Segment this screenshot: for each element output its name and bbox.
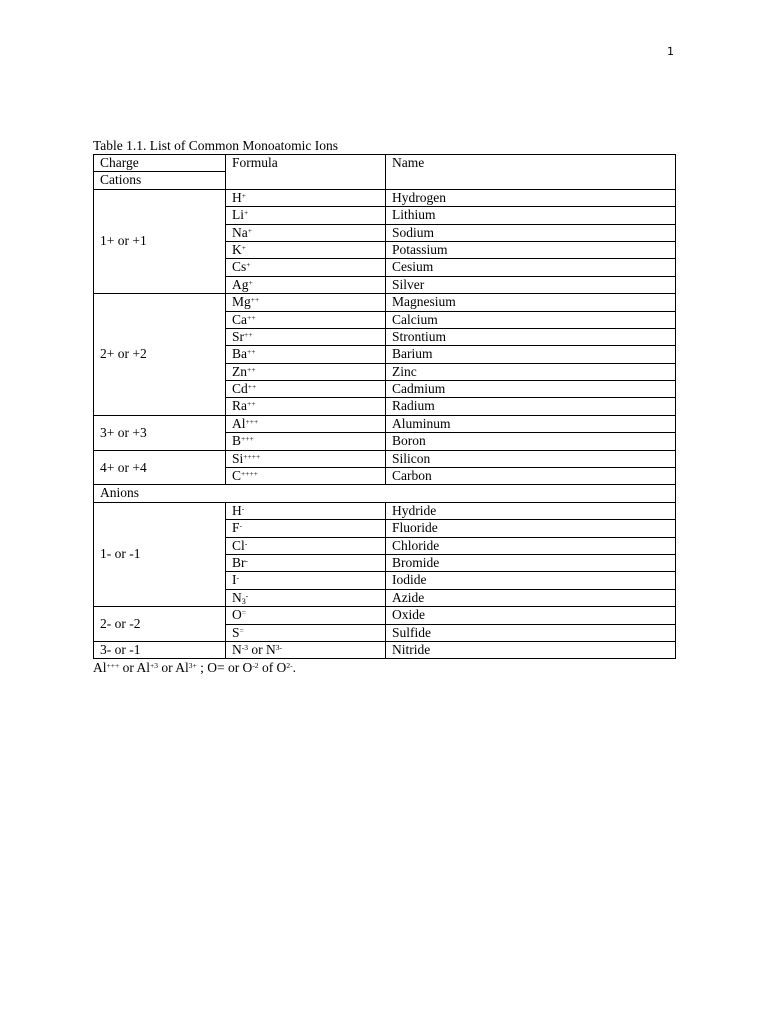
element-symbol: Cd xyxy=(232,381,248,397)
charge-superscript: -3 xyxy=(241,642,248,652)
element-symbol: S xyxy=(232,624,240,640)
charge-superscript: ++++ xyxy=(241,469,258,479)
charge-superscript: = xyxy=(241,608,246,618)
formula-cell xyxy=(226,328,386,345)
footnote-text: ; O= or O xyxy=(196,660,253,675)
element-symbol: Ba xyxy=(232,346,247,362)
ion-name-cell: Hydride xyxy=(386,502,676,519)
footnote-text: . xyxy=(292,660,296,675)
ion-row xyxy=(94,502,676,519)
charge-superscript: - xyxy=(241,503,245,513)
charge-superscript: + xyxy=(241,190,246,200)
ion-row xyxy=(94,415,676,432)
charge-superscript: ++ xyxy=(247,382,257,392)
charge-superscript: ++ xyxy=(247,312,256,322)
formula-subscript: 3 xyxy=(241,596,246,606)
element-symbol: Mg xyxy=(232,294,251,310)
element-symbol: N xyxy=(232,589,242,605)
ion-name-cell: Cesium xyxy=(386,259,676,276)
formula-cell xyxy=(226,259,386,276)
ion-name-cell: Chloride xyxy=(386,537,676,554)
element-symbol: N xyxy=(232,641,242,657)
charge-cell: 1+ or +1 xyxy=(94,189,226,293)
charge-superscript: ++++ xyxy=(243,451,261,461)
ion-name-cell: Strontium xyxy=(386,328,676,345)
charge-superscript: ++ xyxy=(247,364,256,374)
header-row xyxy=(94,155,676,172)
charge-superscript: +++ xyxy=(241,434,254,444)
charge-cell: 3+ or +3 xyxy=(94,415,226,450)
ion-name-cell: Bromide xyxy=(386,554,676,571)
element-symbol: Ca xyxy=(232,311,247,327)
footnote-sup: +3 xyxy=(149,661,158,670)
ion-row xyxy=(94,450,676,467)
charge-superscript: - xyxy=(239,521,243,531)
element-symbol: Si xyxy=(232,450,244,466)
element-symbol: Zn xyxy=(232,363,247,379)
section-row-anions xyxy=(94,485,676,502)
ion-row xyxy=(94,607,676,624)
charge-cell: 1- or -1 xyxy=(94,502,226,606)
formula-cell xyxy=(226,224,386,241)
ion-name-cell: Boron xyxy=(386,433,676,450)
footnote-text: Al xyxy=(93,660,107,675)
element-symbol: F xyxy=(232,520,240,536)
ions-table xyxy=(93,154,676,659)
footnote-sup: +++ xyxy=(106,661,120,670)
formula-cell xyxy=(226,502,386,519)
footnote-text: or Al xyxy=(119,660,150,675)
ion-name-cell: Zinc xyxy=(386,363,676,380)
section-label-anions: Anions xyxy=(94,485,676,502)
ion-name-cell: Carbon xyxy=(386,468,676,485)
ion-name-cell: Potassium xyxy=(386,241,676,258)
charge-superscript: ++ xyxy=(250,295,260,305)
formula-cell xyxy=(226,189,386,206)
element-symbol: Ag xyxy=(232,276,249,292)
charge-superscript: ++ xyxy=(244,329,253,339)
formula-cell xyxy=(226,624,386,641)
formula-cell xyxy=(226,537,386,554)
footnote-text: of O xyxy=(258,660,287,675)
ion-name-cell: Aluminum xyxy=(386,415,676,432)
element-symbol: O xyxy=(232,607,242,623)
element-symbol: Cs xyxy=(232,259,247,275)
charge-superscript: - xyxy=(236,573,239,583)
ion-name-cell: Hydrogen xyxy=(386,189,676,206)
ion-row xyxy=(94,189,676,206)
ion-row xyxy=(94,641,676,658)
ion-name-cell: Iodide xyxy=(386,572,676,589)
charge-cell: 3- or -1 xyxy=(94,641,226,658)
formula-cell xyxy=(226,433,386,450)
element-symbol: I xyxy=(232,572,237,588)
footnote-sup: -2 xyxy=(252,661,259,670)
ion-name-cell: Lithium xyxy=(386,207,676,224)
charge-cell: 2- or -2 xyxy=(94,607,226,642)
ion-name-cell: Sulfide xyxy=(386,624,676,641)
footnote-sup: 3+ xyxy=(188,661,197,670)
element-symbol: C xyxy=(232,468,242,484)
charge-superscript: - xyxy=(244,538,248,548)
ion-name-cell: Cadmium xyxy=(386,381,676,398)
footnote xyxy=(93,660,296,676)
ion-name-cell: Fluoride xyxy=(386,520,676,537)
formula-cell xyxy=(226,381,386,398)
formula-cell xyxy=(226,468,386,485)
element-symbol: B xyxy=(232,433,242,449)
formula-cell xyxy=(226,276,386,293)
formula-cell xyxy=(226,398,386,415)
element-symbol: Sr xyxy=(232,328,245,344)
formula-cell xyxy=(226,572,386,589)
formula-cell xyxy=(226,554,386,571)
ion-row xyxy=(94,294,676,311)
formula-cell xyxy=(226,641,386,658)
page-number: 1 xyxy=(667,45,674,58)
element-symbol: Cl xyxy=(232,537,245,553)
charge-superscript: +++ xyxy=(245,416,259,426)
formula-cell xyxy=(226,415,386,432)
formula-cell xyxy=(226,207,386,224)
formula-cell xyxy=(226,294,386,311)
ion-name-cell: Sodium xyxy=(386,224,676,241)
ion-name-cell: Calcium xyxy=(386,311,676,328)
formula-cell xyxy=(226,450,386,467)
ion-name-cell: Nitride xyxy=(386,641,676,658)
charge-superscript: + xyxy=(247,225,252,235)
ion-name-cell: Radium xyxy=(386,398,676,415)
ion-name-cell: Silicon xyxy=(386,450,676,467)
element-symbol: Al xyxy=(232,415,246,431)
footnote-sup: 2- xyxy=(286,661,293,670)
section-label-cations: Cations xyxy=(94,172,226,189)
charge-superscript: 3- xyxy=(275,642,282,652)
element-symbol: K xyxy=(232,241,242,257)
formula-cell xyxy=(226,241,386,258)
element-symbol: H xyxy=(232,502,242,518)
formula-cell xyxy=(226,589,386,606)
footnote-text: or Al xyxy=(157,660,189,675)
table-caption: Table 1.1. List of Common Monoatomic Ions xyxy=(93,138,339,153)
ion-name-cell: Barium xyxy=(386,346,676,363)
element-symbol: Ra xyxy=(232,398,247,414)
header-formula: Formula xyxy=(226,155,386,190)
formula-alternate: or N xyxy=(248,641,276,657)
charge-cell: 4+ or +4 xyxy=(94,450,226,485)
charge-superscript: = xyxy=(239,625,244,635)
charge-superscript: + xyxy=(244,208,249,218)
header-name: Name xyxy=(386,155,676,190)
formula-cell xyxy=(226,607,386,624)
charge-superscript: - xyxy=(245,555,248,565)
charge-cell: 2+ or +2 xyxy=(94,294,226,416)
charge-superscript: + xyxy=(248,277,253,287)
charge-superscript: ++ xyxy=(247,399,256,409)
charge-superscript: - xyxy=(245,590,249,600)
formula-cell xyxy=(226,346,386,363)
charge-superscript: ++ xyxy=(247,347,256,357)
ion-name-cell: Silver xyxy=(386,276,676,293)
header-charge: Charge xyxy=(94,155,226,172)
formula-cell xyxy=(226,363,386,380)
ion-name-cell: Azide xyxy=(386,589,676,606)
charge-superscript: + xyxy=(241,242,246,252)
element-symbol: Li xyxy=(232,207,244,223)
formula-cell xyxy=(226,520,386,537)
element-symbol: Br xyxy=(232,554,246,570)
element-symbol: H xyxy=(232,189,242,205)
ion-name-cell: Oxide xyxy=(386,607,676,624)
element-symbol: Na xyxy=(232,224,248,240)
ion-name-cell: Magnesium xyxy=(386,294,676,311)
formula-cell xyxy=(226,311,386,328)
charge-superscript: + xyxy=(246,260,251,270)
